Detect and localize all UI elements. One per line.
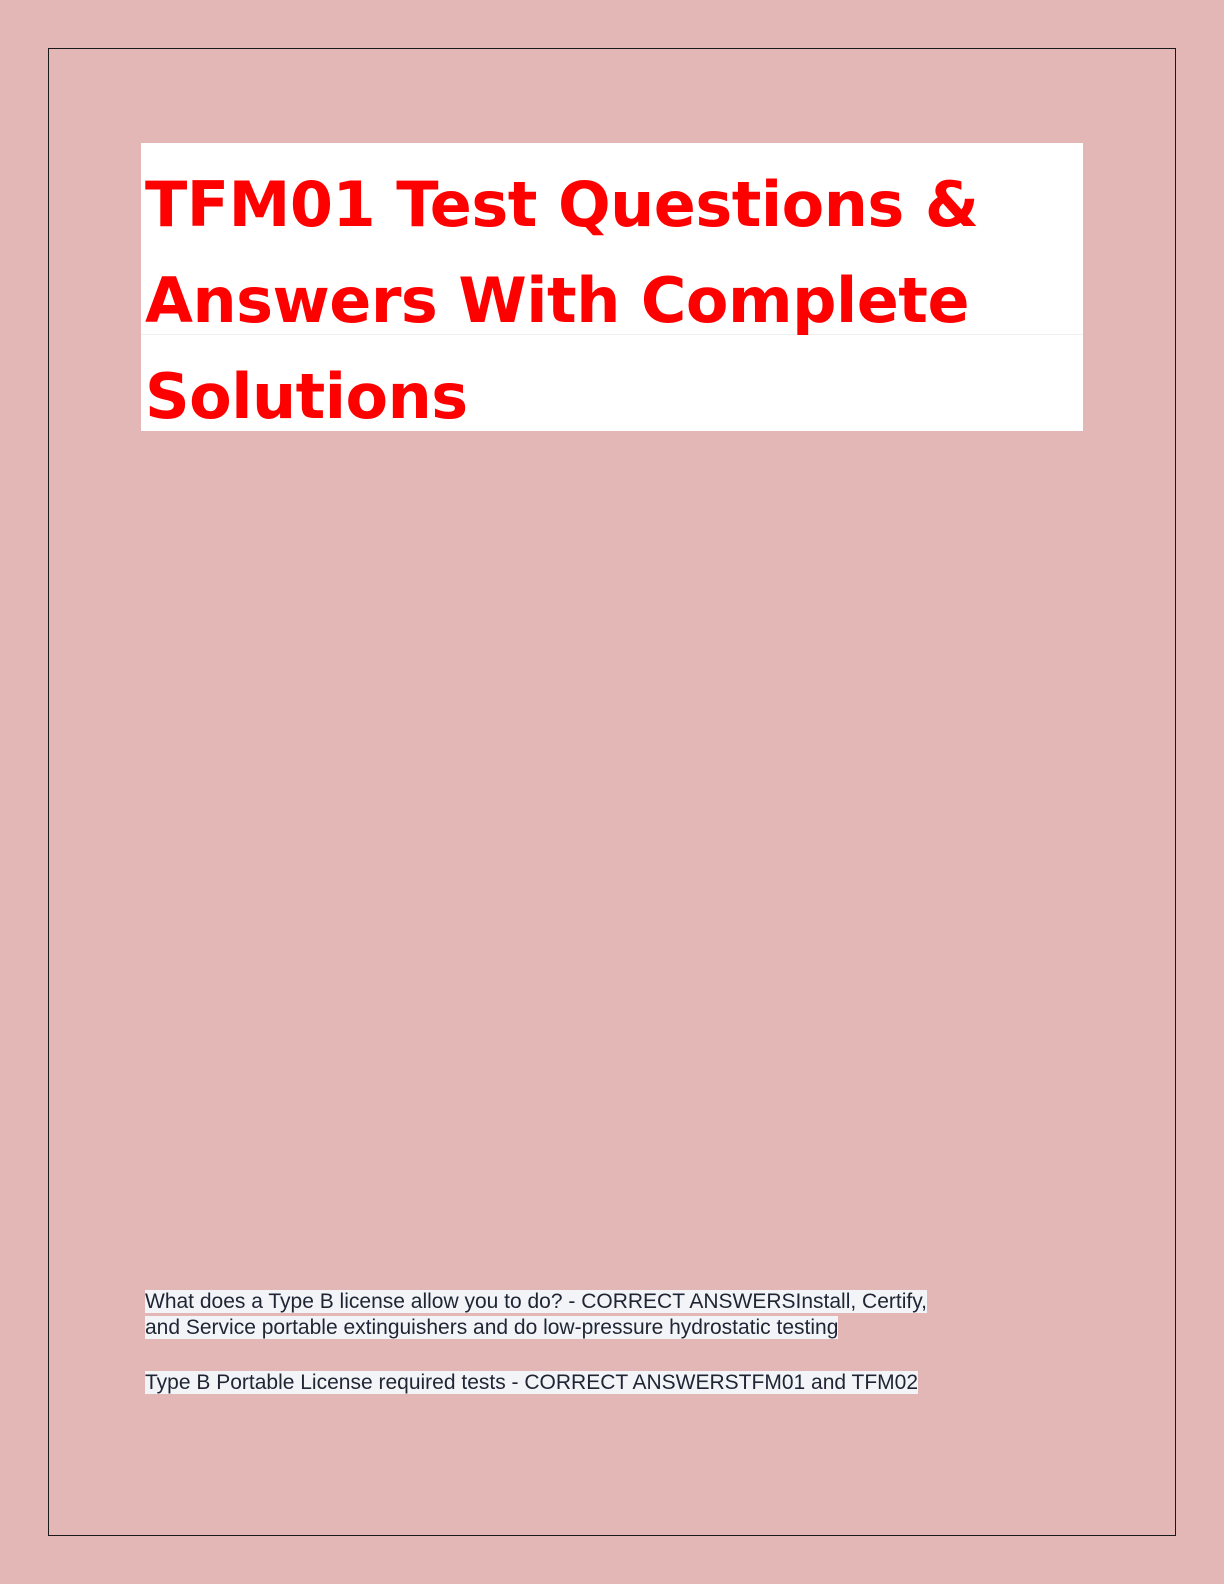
qa-line: Type B Portable License required tests - CORRECT ANSWERSTFM01 and TFM02 [145,1371,919,1394]
title-box [141,143,1083,431]
title-line-3: Solutions [145,360,468,433]
title-line-1: TFM01 Test Questions & [145,168,979,241]
qa-item-required-tests [145,1370,1045,1396]
qa-line: and Service portable extinguishers and do low-pressure hydrostatic testing [145,1316,839,1339]
qa-item-type-b-license [145,1289,1045,1341]
qa-line: What does a Type B license allow you to do? - CORRECT ANSWERSInstall, Certify, [145,1290,927,1313]
title-line-2: Answers With Complete [145,264,969,337]
